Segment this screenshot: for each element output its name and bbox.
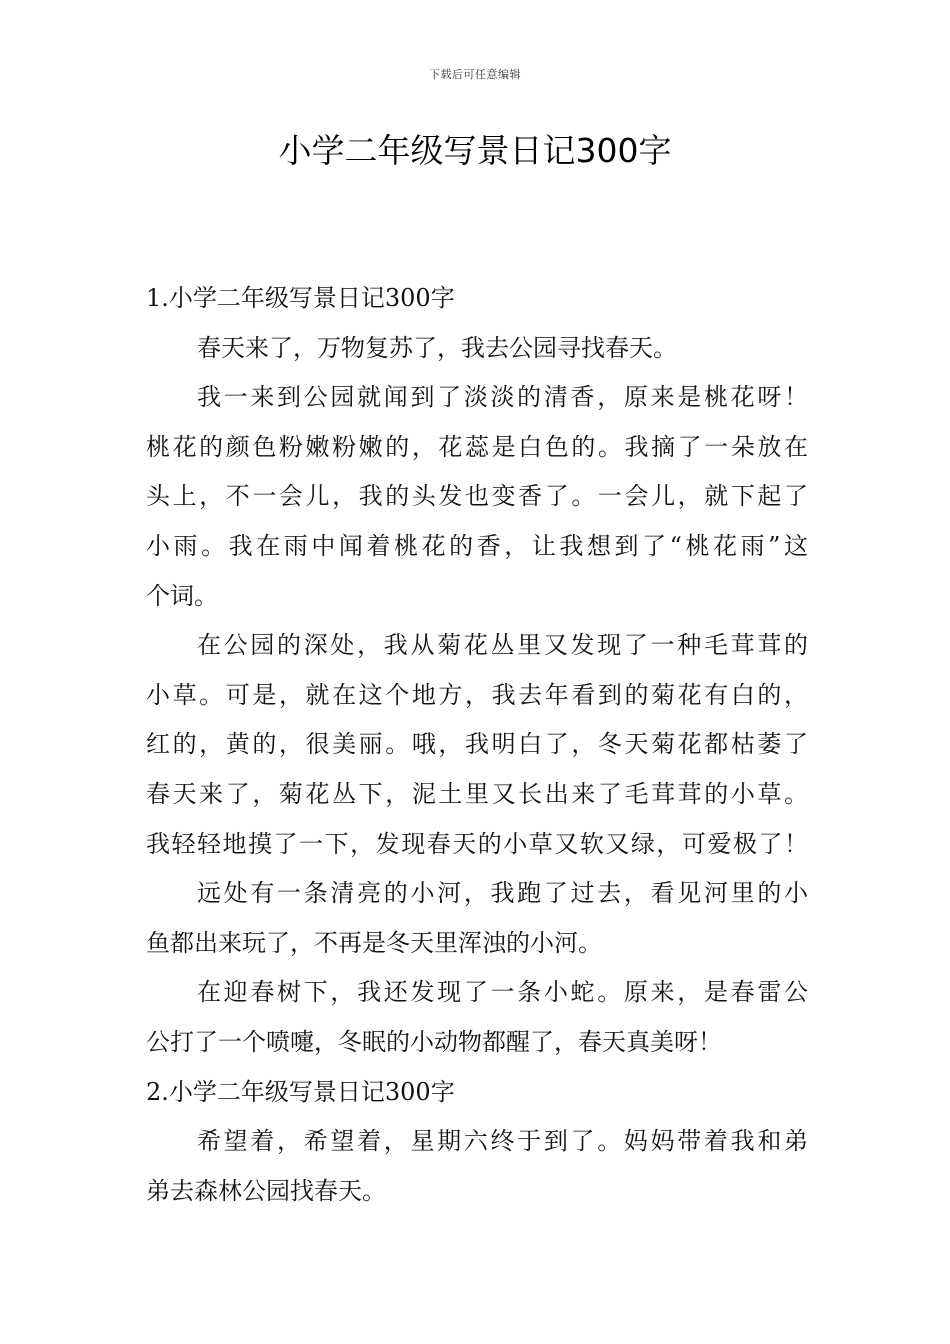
paragraph-line: 桃花的颜色粉嫩粉嫩的，花蕊是白色的。我摘了一朵放在	[146, 432, 808, 461]
paragraph-line: 春天来了，万物复苏了，我去公园寻找春天。	[197, 333, 677, 362]
page-title: 小学二年级写景日记300字	[278, 131, 672, 170]
paragraph-line: 个词。	[146, 581, 218, 610]
paragraph-line: 头上，不一会儿，我的头发也变香了。一会儿，就下起了	[146, 482, 808, 511]
paragraph-line: 公打了一个喷嚏，冬眠的小动物都醒了，春天真美呀！	[146, 1027, 722, 1056]
paragraph-line: 希望着，希望着，星期六终于到了。妈妈带着我和弟	[197, 1127, 808, 1156]
document-body	[146, 274, 808, 1216]
paragraph-line: 红的，黄的，很美丽。哦，我明白了，冬天菊花都枯萎了	[146, 730, 808, 759]
paragraph-line: 鱼都出来玩了，不再是冬天里浑浊的小河。	[146, 928, 602, 957]
paragraph-line: 远处有一条清亮的小河，我跑了过去，看见河里的小	[197, 879, 808, 908]
header-note: 下载后可任意编辑	[429, 68, 521, 81]
section-heading-1: 1.小学二年级写景日记300字	[146, 284, 455, 312]
paragraph-line: 在迎春树下，我还发现了一条小蛇。原来，是春雷公	[197, 978, 808, 1007]
paragraph-line: 在公园的深处，我从菊花丛里又发现了一种毛茸茸的	[197, 631, 808, 660]
paragraph-line: 我一来到公园就闻到了淡淡的清香，原来是桃花呀！	[197, 383, 808, 412]
paragraph-line: 小草。可是，就在这个地方，我去年看到的菊花有白的，	[146, 680, 808, 709]
paragraph-line: 弟去森林公园找春天。	[146, 1176, 386, 1205]
paragraph-line: 小雨。我在雨中闻着桃花的香，让我想到了“桃花雨”这	[146, 531, 808, 560]
paragraph-line: 春天来了，菊花丛下，泥土里又长出来了毛茸茸的小草。	[146, 779, 808, 808]
paragraph-line: 我轻轻地摸了一下，发现春天的小草又软又绿，可爱极了！	[146, 829, 808, 858]
section-heading-2: 2.小学二年级写景日记300字	[146, 1077, 455, 1106]
